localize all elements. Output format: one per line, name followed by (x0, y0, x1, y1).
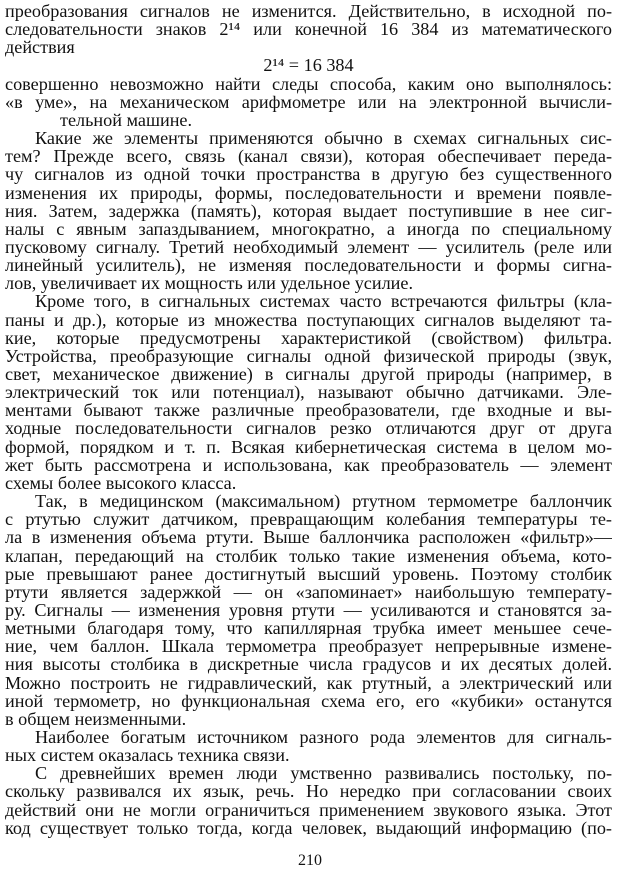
page-number: 210 (298, 852, 322, 869)
text-line: паны и др.), которые из множества поступающих сигналов выделяют та- (5, 310, 612, 330)
text-line: действия (5, 38, 75, 58)
text-line: ру. Сигналы — изменения уровня ртути — усиливаются и становятся за- (5, 600, 612, 620)
text-line: схемы более высокого класса. (5, 473, 237, 493)
text-line: ходные последовательности сигналов резко отличаются друг от друга (5, 419, 612, 439)
text-line: ния. Затем, задержка (память), которая выдает поступившие в нее сиг- (5, 201, 612, 221)
text-line: следовательности знаков 2¹⁴ или конечной 16 384 из математического (5, 20, 612, 40)
text-line: Так, в медицинском (максимальном) ртутном термометре баллончик (35, 492, 612, 511)
text-line: метными благодаря тому, что капиллярная трубка имеет меньшее сече- (5, 619, 612, 639)
text-line: преобразования сигналов не изменится. Действительно, в исходной по- (5, 2, 612, 21)
text-line: «в уме», на механическом арифмометре или на электронной вычисли- (5, 92, 612, 112)
text-line: действий они не могли ограничиться применением звукового языка. Этот (5, 800, 612, 820)
text-line: ментами бывают также различные преобразователи, где входные и вы- (5, 401, 612, 421)
text-line: чу сигналов из одной точки пространства в другую без существенного (5, 165, 612, 185)
text-line: Наиболее богатым источником разного рода элементов для сигналь- (35, 728, 612, 747)
formula-line: 2¹⁴ = 16 384 (263, 56, 354, 76)
text-line: рые превышают ранее достигнутый высший уровень. Поэтому столбик (5, 564, 612, 584)
text-line: в общем неизменными. (5, 709, 187, 729)
text-line: иной термометр, но функциональная схема его, его «кубики» останутся (5, 691, 612, 711)
text-line: лов, увеличивает их мощность или удельное усилие. (5, 274, 414, 294)
text-line: свет, механическое движение) в сигналы другой природы (например, в (5, 365, 612, 384)
text-line: ния высоты столбика в дискретные числа градусов и их десятых долей. (5, 655, 612, 675)
text-line: формой, порядком и т. п. Всякая кибернетическая система в целом мо- (5, 437, 612, 457)
text-line: ртути является задержкой — он «запоминает» наибольшую температу- (5, 582, 612, 602)
text-line: кие, которые предусмотрены характеристикой (свойством) фильтра. (5, 328, 612, 348)
text-line: скольку развивался их язык, речь. Но нередко при согласовании своих (5, 782, 612, 802)
text-line: ных систем оказалась техника связи. (5, 746, 290, 766)
text-line: Какие же элементы применяются обычно в схемах сигнальных сис- (35, 129, 612, 148)
text-line: клапан, передающий на столбик только такие изменения объема, кото- (5, 546, 612, 566)
text-line: ние, чем баллон. Шкала термометра преобразует непрерывные измене- (5, 637, 612, 657)
text-line: Можно построить не гидравлический, как ртутный, а электрический или (5, 673, 612, 693)
text-line: Кроме того, в сигнальных системах часто встречаются фильтры (кла- (35, 292, 612, 312)
text-line: Устройства, преобразующие сигналы одной физической природы (звук, (5, 346, 612, 366)
text-line: ла в изменения объема ртути. Выше баллончика расположен «фильтр»— (5, 528, 612, 548)
text-line: линейный усилитель), не изменяя последовательности и формы сигна- (5, 256, 612, 276)
text-line: совершенно невозможно найти следы способа, каким оно выполнялось: (5, 74, 612, 94)
text-line: С древнейших времен люди умственно развивались постольку, по- (35, 764, 612, 784)
text-line: изменения их природы, формы, последовательности и времени появле- (5, 183, 612, 203)
text-line: налы с явным запаздыванием, многократно, а иногда по специальному (5, 219, 612, 239)
text-line: электрический ток или потенциал), называют обычно датчиками. Эле- (5, 383, 612, 403)
text-line: жет быть рассмотрена и использована, как преобразователь — элемент (5, 455, 612, 475)
text-line: код существует только тогда, когда человек, выдающий информацию (по- (5, 818, 612, 838)
text-line: пусковому сигналу. Третий необходимый элемент — усилитель (реле или (5, 237, 612, 257)
text-line: тем? Прежде всего, связь (канал связи), которая обеспечивает переда- (5, 147, 612, 167)
text-line: тельной машине. (60, 110, 193, 130)
text-line: с ртутью служит датчиком, превращающим колебания температуры те- (5, 510, 612, 530)
